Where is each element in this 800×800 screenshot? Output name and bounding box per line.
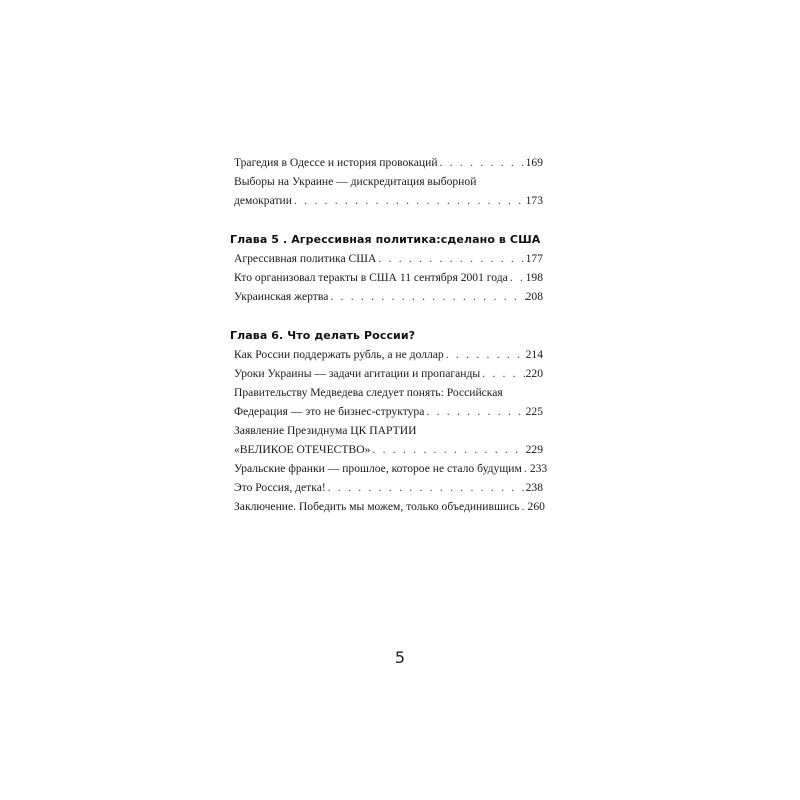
dot-leader bbox=[444, 345, 526, 364]
toc-entry-page: 220 bbox=[525, 367, 543, 380]
toc-entry-page: 233 bbox=[529, 462, 548, 475]
toc-entry-line bbox=[234, 287, 543, 306]
chapter-title: Глава 6. Что делать России? bbox=[230, 329, 416, 342]
toc-entry-line bbox=[234, 268, 543, 287]
toc-entry bbox=[230, 153, 543, 172]
toc-entry-page: 260 bbox=[527, 500, 545, 513]
toc-entry-title: Трагедия в Одессе и история провокаций bbox=[234, 156, 438, 169]
page-number: 5 bbox=[394, 648, 406, 667]
dot-leader bbox=[438, 153, 526, 172]
toc-entry-title: Федерация — это не бизнес-структура bbox=[234, 405, 425, 418]
toc-entry bbox=[230, 421, 543, 459]
chapter-5 bbox=[230, 230, 543, 306]
toc-entry bbox=[230, 249, 543, 268]
toc-entry bbox=[230, 497, 543, 516]
dot-leader bbox=[520, 497, 528, 516]
toc-entry-page: 214 bbox=[525, 348, 543, 361]
toc-entry bbox=[230, 459, 548, 478]
toc-entry bbox=[230, 268, 543, 287]
chapter-6 bbox=[230, 326, 548, 516]
toc-entry-line bbox=[234, 440, 543, 459]
toc-entry-title: Уроки Украины — задачи агитации и пропаганды bbox=[234, 367, 481, 380]
toc-entry-line bbox=[234, 478, 543, 497]
toc-entry-line bbox=[234, 402, 543, 421]
toc-entry-title: Это Россия, детка! bbox=[234, 481, 326, 494]
dot-leader bbox=[508, 268, 526, 287]
toc-entry-title-line: Заявление Президнума ЦК ПАРТИИ bbox=[234, 424, 417, 437]
toc-entry-page: 208 bbox=[525, 290, 543, 303]
table-of-contents bbox=[230, 153, 548, 516]
toc-entry bbox=[230, 364, 543, 383]
toc-entry-page: 173 bbox=[525, 194, 543, 207]
toc-entry-line bbox=[234, 459, 548, 478]
toc-entry-title: «ВЕЛИКОЕ ОТЕЧЕСТВО» bbox=[234, 443, 371, 456]
dot-leader bbox=[370, 440, 525, 459]
toc-entry-title: Заключение. Победить мы можем, только объединившись bbox=[234, 500, 520, 513]
toc-entry-title-line: Выборы на Украине — дискредитация выборной bbox=[234, 175, 477, 188]
toc-entry-page: 177 bbox=[525, 252, 543, 265]
toc-entry-line bbox=[234, 497, 543, 516]
toc-entry bbox=[230, 345, 543, 364]
dot-leader bbox=[424, 402, 525, 421]
toc-entry-line bbox=[234, 191, 543, 210]
toc-entry-page: 169 bbox=[525, 156, 543, 169]
dot-leader bbox=[292, 191, 526, 210]
toc-entry-page: 229 bbox=[525, 443, 543, 456]
toc-entry bbox=[230, 478, 543, 497]
toc-entry-title: Уральские франки — прошлое, которое не стало будущим bbox=[234, 462, 522, 475]
toc-entry-line bbox=[234, 345, 543, 364]
toc-entry-line bbox=[234, 153, 543, 172]
toc-entry bbox=[230, 287, 543, 306]
toc-entry-title: Как России поддержать рубль, а не доллар bbox=[234, 348, 444, 361]
toc-entry-title-line: Правительству Медведева следует понять: Российская bbox=[234, 386, 503, 399]
toc-entry-page: 198 bbox=[525, 271, 543, 284]
toc-entry-line bbox=[234, 249, 543, 268]
toc-entry-line bbox=[234, 364, 543, 383]
dot-leader bbox=[376, 249, 525, 268]
toc-entry-title: Украинская жертва bbox=[234, 290, 329, 303]
toc-entry-title: Агрессивная политика США bbox=[234, 252, 377, 265]
dot-leader bbox=[522, 459, 530, 478]
toc-entry bbox=[230, 383, 543, 421]
dot-leader bbox=[480, 364, 525, 383]
toc-entry-page: 225 bbox=[525, 405, 543, 418]
dot-leader bbox=[328, 287, 525, 306]
toc-entry-title: демократии bbox=[234, 194, 292, 207]
toc-entry-page: 238 bbox=[525, 481, 543, 494]
toc-entry-title: Кто организовал теракты в США 11 сентября 2001 года bbox=[234, 271, 508, 284]
chapter-title: Глава 5 . Агрессивная политика:сделано в США bbox=[230, 233, 541, 246]
toc-entry bbox=[230, 172, 543, 210]
dot-leader bbox=[326, 478, 526, 497]
